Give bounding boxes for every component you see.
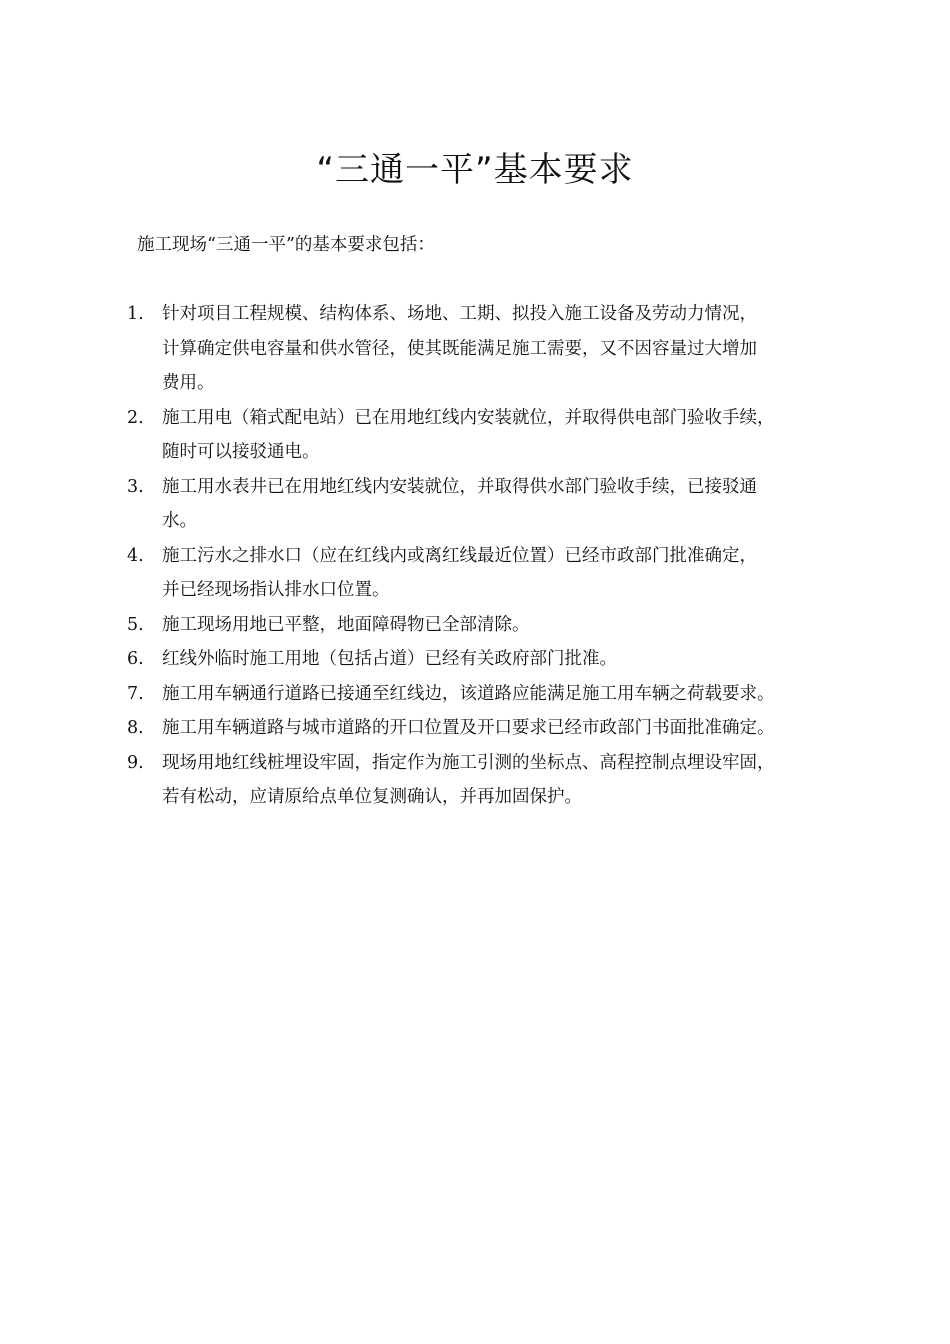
list-item bbox=[127, 711, 847, 746]
list-item-text: 施工用车辆通行道路已接通至红线边，该道路应能满足施工用车辆之荷载要求。 bbox=[162, 683, 775, 704]
list-item-number: 3. bbox=[127, 476, 144, 497]
list-item bbox=[127, 539, 847, 608]
list-item-text: 现场用地红线桩埋设牢固，指定作为施工引测的坐标点、高程控制点埋设牢固， 若有松动，应请原给点单位复测确认，并再加固保护。 bbox=[162, 752, 775, 807]
list-item-number: 6. bbox=[127, 649, 144, 669]
list-item-number: 5. bbox=[127, 614, 144, 635]
requirements-list bbox=[127, 297, 847, 815]
list-item bbox=[127, 401, 847, 470]
list-item-text: 施工污水之排水口（应在红线内或离红线最近位置）已经市政部门批准确定， 并已经现场指认排水口位置。 bbox=[162, 545, 757, 600]
list-item bbox=[127, 677, 847, 712]
list-item-text: 施工用电（箱式配电站）已在用地红线内安装就位，并取得供电部门验收手续， 随时可以接驳通电。 bbox=[162, 407, 775, 462]
list-item-number: 2. bbox=[127, 407, 144, 428]
list-item-number: 8. bbox=[127, 718, 144, 738]
list-item-number: 7. bbox=[127, 683, 144, 704]
list-item bbox=[127, 746, 847, 815]
intro-paragraph: 施工现场“三通一平”的基本要求包括： bbox=[137, 235, 435, 255]
list-item-text: 施工现场用地已平整，地面障碍物已全部清除。 bbox=[162, 614, 530, 635]
list-item bbox=[127, 608, 847, 643]
list-item bbox=[127, 297, 847, 401]
list-item bbox=[127, 470, 847, 539]
list-item bbox=[127, 642, 847, 677]
list-item-text: 针对项目工程规模、结构体系、场地、工期、拟投入施工设备及劳动力情况， 计算确定供电容量和供水管径，使其既能满足施工需要，又不因容量过大增加 费用。 bbox=[162, 304, 757, 393]
list-item-text: 红线外临时施工用地（包括占道）已经有关政府部门批准。 bbox=[162, 649, 617, 669]
list-item-text: 施工用车辆道路与城市道路的开口位置及开口要求已经市政部门书面批准确定。 bbox=[162, 718, 775, 738]
list-item-number: 1. bbox=[127, 304, 144, 324]
list-item-text: 施工用水表井已在用地红线内安装就位，并取得供水部门验收手续，已接驳通 水。 bbox=[162, 476, 757, 531]
page-title: “三通一平”基本要求 bbox=[316, 150, 634, 190]
list-item-number: 9. bbox=[127, 752, 144, 773]
list-item-number: 4. bbox=[127, 545, 144, 566]
